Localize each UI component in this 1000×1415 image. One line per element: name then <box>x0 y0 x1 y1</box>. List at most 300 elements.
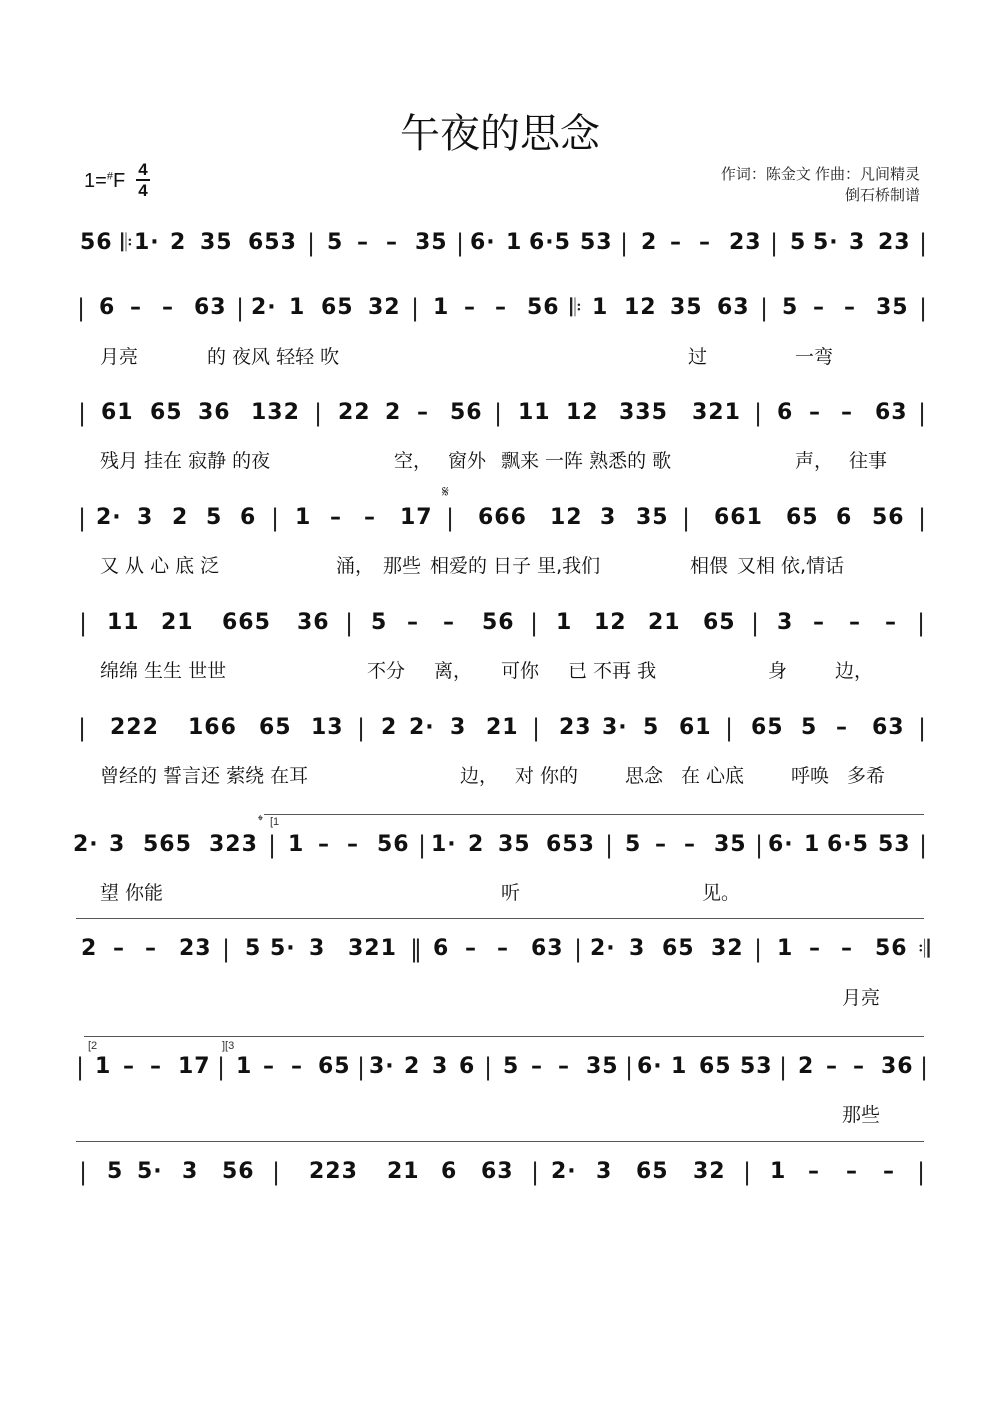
note-group: 35 <box>670 295 703 320</box>
note-group: 56 <box>222 1159 255 1184</box>
barline: | <box>79 609 89 637</box>
lyrics-6 <box>72 761 932 787</box>
barline: 𝄇 <box>918 935 931 963</box>
note-group: – <box>465 936 477 961</box>
note-group: 2 <box>172 505 189 530</box>
note-group: 2· <box>590 936 616 961</box>
note-group: 12 <box>550 505 583 530</box>
note-group: 2 <box>468 832 485 857</box>
note-group: – <box>846 1159 858 1184</box>
barline: | <box>446 504 456 532</box>
note-group: 5 <box>782 295 799 320</box>
note-group: 2· <box>409 715 435 740</box>
barline: | <box>78 714 88 742</box>
note-group: – <box>809 400 821 425</box>
note-group: 6·5 <box>529 230 571 255</box>
note-group: – <box>885 610 897 635</box>
note-group: 17 <box>178 1054 211 1079</box>
note-group: – <box>853 1054 865 1079</box>
note-group: 666 <box>478 505 527 530</box>
system-8 <box>72 932 932 966</box>
note-group: – <box>162 295 174 320</box>
note-group: 6 <box>433 936 450 961</box>
note-group: 1 <box>770 1159 787 1184</box>
note-group: 56 <box>450 400 483 425</box>
note-group: 321 <box>348 936 397 961</box>
barline: | <box>77 294 87 322</box>
note-group: 23 <box>179 936 212 961</box>
note-group: 32 <box>711 936 744 961</box>
note-group: 56 <box>872 505 905 530</box>
note-group: – <box>558 1054 570 1079</box>
system-3 <box>72 396 932 430</box>
note-group: 6· <box>768 832 794 857</box>
note-group: 5 <box>625 832 642 857</box>
key-prefix: 1= <box>84 170 107 192</box>
barline: | <box>222 935 232 963</box>
note-group: 63 <box>717 295 750 320</box>
volta-line-3 <box>84 1036 924 1037</box>
note-group: 3 <box>777 610 794 635</box>
lyric-phrase: 多希 <box>847 765 886 787</box>
note-group: 21 <box>161 610 194 635</box>
note-group: 3 <box>137 505 154 530</box>
note-group: 35 <box>636 505 669 530</box>
barline: | <box>605 831 615 859</box>
lyric-phrase: 一弯 <box>795 346 834 368</box>
note-group: 653 <box>546 832 595 857</box>
coda-mark: 𝄌 <box>258 812 263 828</box>
note-group: 21 <box>648 610 681 635</box>
lyric-phrase: 相爱的 日子 里,我们 <box>430 555 601 577</box>
note-group: 1· <box>134 230 160 255</box>
note-group: 2 <box>170 230 187 255</box>
barline: | <box>357 1053 367 1081</box>
lyric-phrase: 曾经的 誓言还 萦绕 在耳 <box>100 765 309 787</box>
barline: | <box>272 1158 282 1186</box>
lyric-phrase: 边， <box>835 660 874 682</box>
note-group: 65 <box>662 936 695 961</box>
lyric-phrase: 那些 <box>842 1104 881 1126</box>
lyric-phrase: 已 不再 我 <box>568 660 657 682</box>
key-note: F <box>112 170 126 192</box>
lyric-phrase: 相偎 <box>690 555 729 577</box>
note-group: – <box>130 295 142 320</box>
note-group: 63 <box>194 295 227 320</box>
system-7 <box>72 828 932 862</box>
note-group: – <box>826 1054 838 1079</box>
barline: | <box>484 1053 494 1081</box>
barline: | <box>78 504 88 532</box>
note-group: – <box>836 715 848 740</box>
barline: | <box>574 935 584 963</box>
time-signature <box>136 160 150 200</box>
note-group: 22 <box>338 400 371 425</box>
note-group: 2 <box>641 230 658 255</box>
note-group: – <box>407 610 419 635</box>
note-group: – <box>655 832 667 857</box>
note-group: 35 <box>876 295 909 320</box>
note-group: – <box>291 1054 303 1079</box>
note-group: 53 <box>878 832 911 857</box>
system-10 <box>72 1155 932 1189</box>
note-group: – <box>844 295 856 320</box>
system-4 <box>72 501 932 535</box>
note-group: 23 <box>559 715 592 740</box>
note-group: 2 <box>81 936 98 961</box>
barline: | <box>236 294 246 322</box>
note-group: – <box>330 505 342 530</box>
note-group: 223 <box>309 1159 358 1184</box>
lyric-phrase: 对 你的 <box>515 765 579 787</box>
note-group: 63 <box>875 400 908 425</box>
lyric-phrase: 望 你能 <box>100 882 164 904</box>
barline: | <box>271 504 281 532</box>
note-group: – <box>386 230 398 255</box>
barline: | <box>456 229 466 257</box>
barline: | <box>79 1158 89 1186</box>
note-group: 2 <box>798 1054 815 1079</box>
barline: | <box>531 1158 541 1186</box>
barline: | <box>919 294 929 322</box>
note-group: 56 <box>377 832 410 857</box>
note-group: 35 <box>415 230 448 255</box>
note-group: 3 <box>600 505 617 530</box>
lyric-phrase: 思念 <box>625 765 664 787</box>
note-group: 61 <box>101 400 134 425</box>
barline: | <box>754 935 764 963</box>
credits <box>721 164 920 206</box>
note-group: 36 <box>881 1054 914 1079</box>
note-group: 23 <box>729 230 762 255</box>
note-group: – <box>684 832 696 857</box>
note-group: 35 <box>714 832 747 857</box>
note-group: 6 <box>836 505 853 530</box>
note-group: 6 <box>240 505 257 530</box>
note-group: 23 <box>878 230 911 255</box>
barline: | <box>919 229 929 257</box>
note-group: 21 <box>486 715 519 740</box>
lyric-phrase: 月亮 <box>842 987 881 1009</box>
barline: | <box>217 1053 227 1081</box>
note-group: 2 <box>381 715 398 740</box>
note-group: – <box>417 400 429 425</box>
note-group: 21 <box>387 1159 420 1184</box>
lyric-phrase: 边， <box>460 765 499 787</box>
note-group: 5 <box>643 715 660 740</box>
note-group: 653 <box>248 230 297 255</box>
note-group: 12 <box>624 295 657 320</box>
note-group: – <box>813 610 825 635</box>
note-group: – <box>495 295 507 320</box>
note-group: 2· <box>251 295 277 320</box>
note-group: 3 <box>432 1054 449 1079</box>
barline: | <box>345 609 355 637</box>
note-group: 5· <box>137 1159 163 1184</box>
note-group: 3 <box>182 1159 199 1184</box>
note-group: 3· <box>369 1054 395 1079</box>
note-group: 1 <box>236 1054 253 1079</box>
segno-mark: 𝄋 <box>442 484 449 501</box>
note-group: 36 <box>297 610 330 635</box>
note-group: 1 <box>592 295 609 320</box>
volta-3-label: ][3 <box>222 1040 235 1052</box>
barline: | <box>917 609 927 637</box>
note-group: 13 <box>311 715 344 740</box>
lyric-phrase: 的 夜风 轻轻 吹 <box>207 346 340 368</box>
note-group: 166 <box>188 715 237 740</box>
note-group: 65 <box>636 1159 669 1184</box>
note-group: – <box>699 230 711 255</box>
system-6 <box>72 711 932 745</box>
note-group: 5 <box>801 715 818 740</box>
note-group: – <box>145 936 157 961</box>
note-group: – <box>150 1054 162 1079</box>
barline: | <box>411 294 421 322</box>
lyric-phrase: 呼唤 <box>791 765 830 787</box>
barline: | <box>268 831 278 859</box>
note-group: 53 <box>580 230 613 255</box>
note-group: 36 <box>198 400 231 425</box>
note-group: 56 <box>875 936 908 961</box>
note-group: 65 <box>786 505 819 530</box>
barline: | <box>530 609 540 637</box>
system-9 <box>72 1050 932 1084</box>
note-group: 5 <box>327 230 344 255</box>
note-group: 65 <box>150 400 183 425</box>
note-group: 665 <box>222 610 271 635</box>
lyric-phrase: 绵绵 生生 世世 <box>100 660 227 682</box>
note-group: 61 <box>679 715 712 740</box>
note-group: – <box>357 230 369 255</box>
barline: | <box>918 399 928 427</box>
note-group: 32 <box>693 1159 726 1184</box>
lyric-phrase: 不分 <box>367 660 406 682</box>
lyric-phrase: 过 <box>688 346 708 368</box>
lyrics-4 <box>72 551 932 577</box>
note-group: 1 <box>288 832 305 857</box>
lyric-phrase: 那些 <box>383 555 422 577</box>
lyric-phrase: 残月 挂在 寂静 的夜 <box>100 450 271 472</box>
system-5 <box>72 606 932 640</box>
note-group: 63 <box>531 936 564 961</box>
note-group: 35 <box>498 832 531 857</box>
lyric-phrase: 又相 依,情话 <box>737 555 845 577</box>
note-group: 6· <box>637 1054 663 1079</box>
note-group: 1 <box>506 230 523 255</box>
note-group: 11 <box>107 610 140 635</box>
note-group: 3 <box>596 1159 613 1184</box>
note-group: 5 <box>790 230 807 255</box>
note-group: – <box>813 295 825 320</box>
lyrics-8 <box>72 983 932 1009</box>
barline: | <box>760 294 770 322</box>
note-group: – <box>347 832 359 857</box>
lyric-phrase: 可你 <box>501 660 540 682</box>
lyric-phrase: 窗外 <box>448 450 487 472</box>
lyric-phrase: 听 <box>501 882 521 904</box>
note-group: – <box>497 936 509 961</box>
note-group: – <box>318 832 330 857</box>
note-group: 56 <box>527 295 560 320</box>
note-group: 35 <box>586 1054 619 1079</box>
barline: | <box>920 1053 930 1081</box>
note-group: 1 <box>433 295 450 320</box>
note-group: 11 <box>518 400 551 425</box>
time-signature-top: 4 <box>138 160 148 179</box>
note-group: – <box>849 610 861 635</box>
note-group: 132 <box>251 400 300 425</box>
note-group: 2 <box>404 1054 421 1079</box>
note-group: 321 <box>692 400 741 425</box>
barline: 𝄆 <box>121 229 134 257</box>
note-group: – <box>364 505 376 530</box>
note-group: – <box>113 936 125 961</box>
barline: | <box>314 399 324 427</box>
lyric-phrase: 声， <box>795 450 834 472</box>
barline: | <box>918 714 928 742</box>
note-group: – <box>531 1054 543 1079</box>
note-group: 5 <box>206 505 223 530</box>
note-group: 65 <box>751 715 784 740</box>
barline: | <box>418 831 428 859</box>
note-group: 63 <box>872 715 905 740</box>
note-group: – <box>123 1054 135 1079</box>
note-group: 661 <box>714 505 763 530</box>
lyric-phrase: 往事 <box>849 450 888 472</box>
note-group: 65 <box>699 1054 732 1079</box>
note-group: 32 <box>368 295 401 320</box>
barline: | <box>919 831 929 859</box>
barline: | <box>357 714 367 742</box>
note-group: 3 <box>450 715 467 740</box>
note-group: 1· <box>431 832 457 857</box>
note-group: 63 <box>481 1159 514 1184</box>
barline: | <box>78 399 88 427</box>
note-group: 5· <box>813 230 839 255</box>
lyric-phrase: 飘来 一阵 熟悉的 歌 <box>501 450 672 472</box>
note-group: 65 <box>318 1054 351 1079</box>
lyric-phrase: 涌， <box>336 555 375 577</box>
barline: | <box>917 1158 927 1186</box>
note-group: 2 <box>385 400 402 425</box>
note-group: 1 <box>556 610 573 635</box>
barline: | <box>918 504 928 532</box>
note-group: 5 <box>107 1159 124 1184</box>
barline: | <box>76 1053 86 1081</box>
barline: | <box>754 399 764 427</box>
system-2 <box>72 291 932 325</box>
note-group: – <box>841 400 853 425</box>
note-group: 5 <box>503 1054 520 1079</box>
volta-2-label: [2 <box>88 1040 98 1052</box>
note-group: 65 <box>321 295 354 320</box>
time-signature-bottom: 4 <box>138 181 148 200</box>
lyric-phrase: 身 <box>768 660 788 682</box>
note-group: 5· <box>270 936 296 961</box>
lyric-phrase: 在 心底 <box>681 765 745 787</box>
volta-1-label: [1 <box>270 816 280 828</box>
note-group: – <box>464 295 476 320</box>
note-group: 56 <box>482 610 515 635</box>
key-signature <box>84 170 125 193</box>
note-group: 5 <box>371 610 388 635</box>
note-group: 2· <box>551 1159 577 1184</box>
lyrics-3 <box>72 446 932 472</box>
song-title: 午夜的思念 <box>400 111 600 157</box>
note-group: 6 <box>99 295 116 320</box>
note-group: 1 <box>804 832 821 857</box>
barline: | <box>532 714 542 742</box>
note-group: – <box>263 1054 275 1079</box>
note-group: 2· <box>96 505 122 530</box>
note-group: 65 <box>259 715 292 740</box>
note-group: 6 <box>441 1159 458 1184</box>
system-1 <box>72 226 932 260</box>
barline: | <box>625 1053 635 1081</box>
note-group: – <box>670 230 682 255</box>
barline: | <box>307 229 317 257</box>
note-group: 3 <box>629 936 646 961</box>
note-group: 6· <box>470 230 496 255</box>
lyric-phrase: 月亮 <box>100 346 139 368</box>
note-group: 35 <box>200 230 233 255</box>
note-group: 6 <box>459 1054 476 1079</box>
lyric-phrase: 离， <box>434 660 473 682</box>
lyric-phrase: 空， <box>394 450 433 472</box>
lyrics-5 <box>72 656 932 682</box>
note-group: – <box>443 610 455 635</box>
volta-line-2 <box>76 918 924 919</box>
barline: | <box>755 831 765 859</box>
note-group: 17 <box>400 505 433 530</box>
volta-line-1 <box>264 814 924 815</box>
barline: 𝄆 <box>570 294 583 322</box>
note-group: – <box>809 936 821 961</box>
note-group: 53 <box>740 1054 773 1079</box>
note-group: – <box>841 936 853 961</box>
barline: | <box>743 1158 753 1186</box>
note-group: – <box>808 1159 820 1184</box>
note-group: 1 <box>95 1054 112 1079</box>
lyric-phrase: 又 从 心 底 泛 <box>100 555 220 577</box>
barline: | <box>682 504 692 532</box>
barline: | <box>494 399 504 427</box>
barline: | <box>751 609 761 637</box>
note-group: 323 <box>209 832 258 857</box>
note-group: 56 <box>80 230 113 255</box>
lyrics-7 <box>72 878 932 904</box>
note-group: 222 <box>110 715 159 740</box>
note-group: 5 <box>245 936 262 961</box>
note-group: 1 <box>289 295 306 320</box>
note-group: 6·5 <box>827 832 869 857</box>
note-group: – <box>883 1159 895 1184</box>
note-group: 3 <box>849 230 866 255</box>
note-group: 12 <box>566 400 599 425</box>
sharp-sign: # <box>106 170 113 183</box>
credits-lyricist-composer: 作词：陈金文 作曲：凡间精灵 <box>720 166 920 183</box>
lyrics-9 <box>72 1100 932 1126</box>
barline: | <box>620 229 630 257</box>
note-group: 2· <box>73 832 99 857</box>
note-group: 3· <box>602 715 628 740</box>
note-group: 565 <box>143 832 192 857</box>
note-group: 1 <box>295 505 312 530</box>
lyrics-2 <box>72 342 932 368</box>
note-group: 65 <box>703 610 736 635</box>
note-group: 1 <box>777 936 794 961</box>
